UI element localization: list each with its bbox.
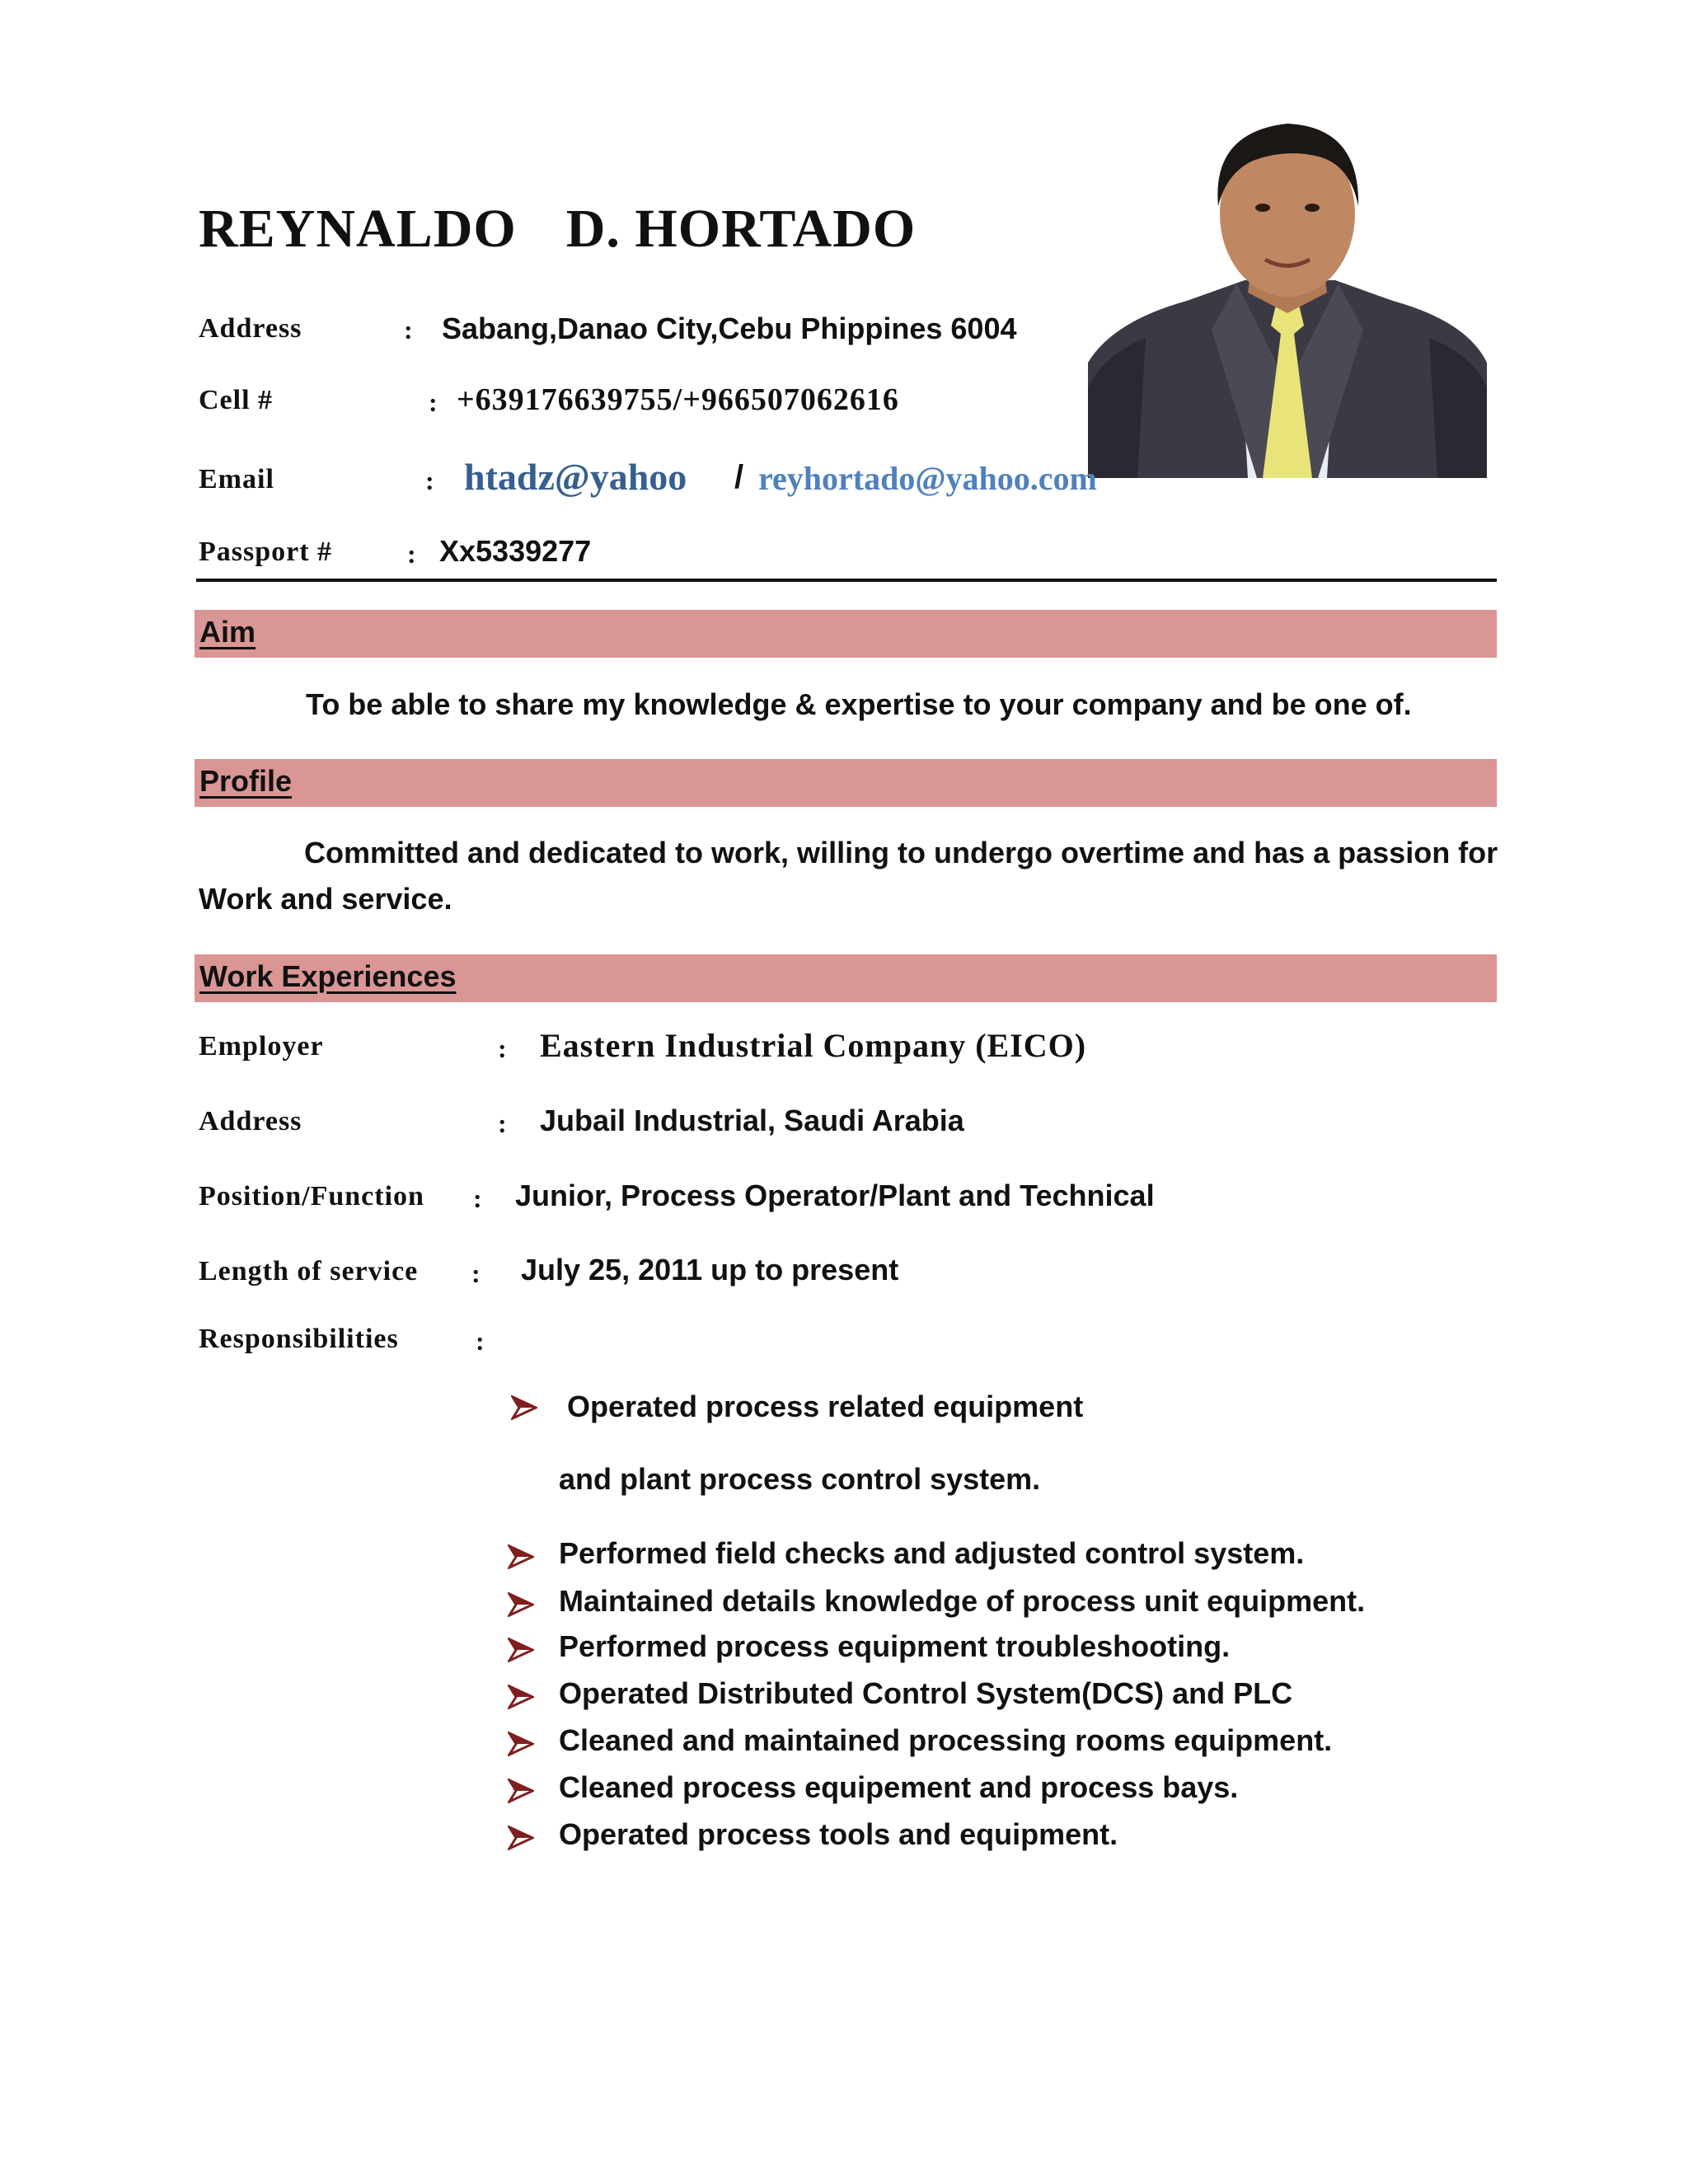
profile-text-line2: Work and service. (199, 882, 452, 916)
profile-text-line1: Committed and dedicated to work, willing to undergo overtime and has a passion for (304, 836, 1498, 869)
aim-title: Aim (199, 615, 256, 649)
cell-value: +639176639755/+966507062616 (457, 382, 899, 417)
length-colon: : (471, 1258, 481, 1288)
profile-section-bar (195, 759, 1497, 807)
length-label: Length of service (199, 1256, 419, 1286)
responsibility-item (508, 1629, 1497, 1675)
last-name: D. HORTADO (565, 199, 917, 259)
work-section-bar (195, 954, 1497, 1002)
employer-colon: : (498, 1033, 507, 1063)
passport-value: Xx5339277 (439, 534, 592, 568)
responsibilities-label: Responsibilities (199, 1324, 399, 1354)
email-primary-link[interactable]: htadz@yahoo (464, 456, 687, 498)
arrow-bullet-icon (508, 1638, 534, 1662)
employer-label: Employer (199, 1031, 324, 1062)
responsibility-item (508, 1817, 1497, 1863)
responsibility-item (508, 1536, 1497, 1582)
address-colon: : (404, 315, 413, 344)
length-value: July 25, 2011 up to present (521, 1253, 899, 1286)
position-colon: : (473, 1183, 482, 1213)
arrow-bullet-icon (508, 1779, 534, 1803)
position-value: Junior, Process Operator/Plant and Technical (515, 1179, 1155, 1212)
responsibility-item-continuation: and plant process control system. (559, 1462, 1041, 1496)
arrow-bullet-icon (508, 1544, 534, 1569)
first-name: REYNALDO (199, 199, 517, 259)
position-label: Position/Function (199, 1181, 424, 1212)
address-value: Sabang,Danao City,Cebu Phippines 6004 (442, 312, 1017, 345)
passport-colon: : (407, 539, 416, 569)
email-label: Email (199, 464, 274, 494)
email-separator: / (734, 459, 744, 495)
address-label: Address (199, 313, 302, 344)
arrow-bullet-icon (508, 1685, 534, 1709)
responsibility-item: Operated process related equipment (567, 1390, 1084, 1423)
cell-colon: : (429, 387, 438, 417)
applicant-name (199, 198, 916, 260)
work-address-label: Address (199, 1106, 302, 1137)
responsibility-text: Operated Distributed Control System(DCS) and PLC (559, 1676, 1293, 1710)
responsibility-item (508, 1770, 1497, 1816)
arrow-bullet-icon (508, 1825, 534, 1850)
header-divider (196, 579, 1497, 582)
employer-value: Eastern Industrial Company (EICO) (540, 1027, 1087, 1064)
responsibilities-colon: : (476, 1326, 485, 1356)
work-address-value: Jubail Industrial, Saudi Arabia (540, 1104, 964, 1137)
responsibility-item (508, 1584, 1497, 1630)
portrait-image (1088, 115, 1487, 478)
profile-photo (1088, 115, 1487, 478)
arrow-bullet-icon (508, 1592, 534, 1617)
responsibility-text: Performed field checks and adjusted control system. (559, 1536, 1305, 1570)
arrow-bullet-icon (511, 1395, 537, 1420)
passport-label: Passport # (199, 537, 333, 567)
work-address-colon: : (498, 1108, 507, 1138)
arrow-bullet-icon (508, 1732, 534, 1756)
responsibility-item (508, 1723, 1497, 1769)
work-title: Work Experiences (199, 959, 457, 993)
email-colon: : (425, 466, 434, 495)
responsibility-text: Cleaned and maintained processing rooms equipment. (559, 1723, 1333, 1757)
aim-text: To be able to share my knowledge & expertise to your company and be one of. (306, 687, 1412, 721)
profile-title: Profile (199, 764, 293, 798)
responsibility-text: Performed process equipment troubleshooting. (559, 1629, 1231, 1663)
responsibility-text: Operated process tools and equipment. (559, 1817, 1118, 1851)
email-secondary-link[interactable]: reyhortado@yahoo.com (758, 460, 1097, 497)
responsibility-text: Maintained details knowledge of process unit equipment. (559, 1584, 1366, 1618)
responsibility-text: Cleaned process equipement and process bays. (559, 1770, 1239, 1804)
cell-label: Cell # (199, 385, 274, 415)
responsibility-item (508, 1676, 1497, 1722)
aim-section-bar (195, 610, 1497, 658)
